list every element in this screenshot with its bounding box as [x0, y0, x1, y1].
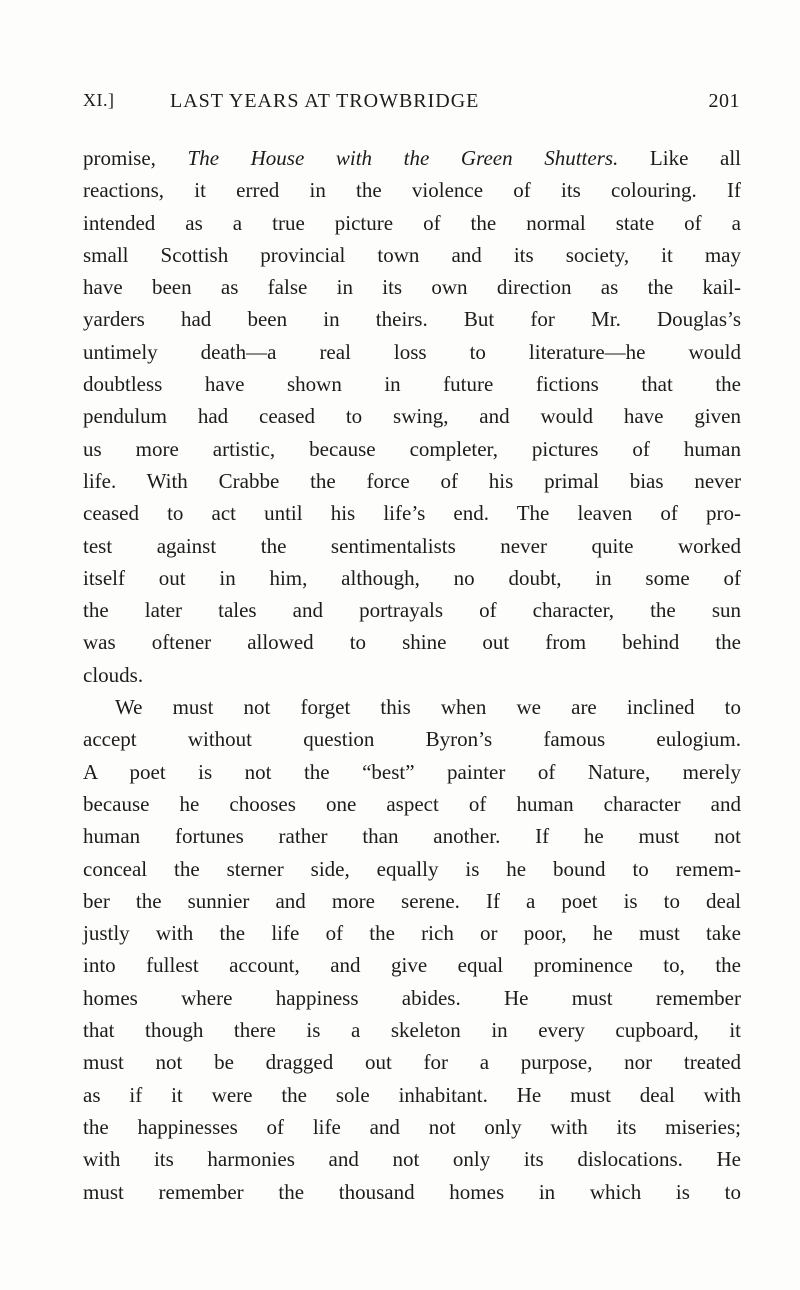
text-line: must remember the thousand homes in which is to — [83, 1179, 741, 1204]
text-line: pendulum had ceased to swing, and would have given — [83, 404, 741, 429]
text-line: yarders had been in theirs. But for Mr. Douglas’s — [83, 307, 741, 332]
text-line: itself out in him, although, no doubt, in some of — [83, 565, 741, 590]
book-title-italic: The House with the Green Shutters. — [187, 146, 619, 170]
body-text — [83, 142, 741, 1208]
text-line: promise, The House with the Green Shutters. Like all — [83, 146, 741, 170]
text-line: conceal the sterner side, equally is he bound to remem- — [83, 856, 741, 881]
text-line: ceased to act until his life’s end. The leaven of pro- — [83, 501, 741, 526]
text-line: intended as a true picture of the normal state of a — [83, 210, 741, 235]
text-line: the later tales and portrayals of character, the sun — [83, 598, 741, 623]
text-line: the happinesses of life and not only with its miseries; — [83, 1114, 741, 1139]
text-line: We must not forget this when we are inclined to — [115, 695, 741, 720]
text-line: us more artistic, because completer, pictures of human — [83, 436, 741, 461]
text-line: doubtless have shown in future fictions that the — [83, 372, 741, 397]
page-number: 201 — [708, 90, 740, 112]
text-line: A poet is not the “best” painter of Nature, merely — [83, 759, 741, 784]
running-title: LAST YEARS AT TROWBRIDGE — [170, 90, 480, 112]
text-line: with its harmonies and not only its dislocations. He — [83, 1147, 741, 1172]
running-head — [45, 90, 740, 120]
text-line: clouds. — [83, 662, 144, 687]
text-line: because he chooses one aspect of human character and — [83, 791, 741, 816]
text-line: untimely death—a real loss to literature—he would — [83, 339, 741, 364]
chapter-marker: XI.] — [83, 90, 115, 110]
text-line: have been as false in its own direction as the kail- — [83, 275, 741, 300]
text-line: life. With Crabbe the force of his primal bias never — [83, 468, 741, 493]
text-line: human fortunes rather than another. If he must not — [83, 824, 741, 849]
text-line: must not be dragged out for a purpose, nor treated — [83, 1050, 741, 1075]
text-line: accept without question Byron’s famous eulogium. — [83, 727, 741, 752]
text-line: justly with the life of the rich or poor, he must take — [83, 921, 741, 946]
text-line: test against the sentimentalists never quite worked — [83, 533, 741, 558]
text-line: was oftener allowed to shine out from behind the — [83, 630, 741, 655]
text-line: reactions, it erred in the violence of its colouring. If — [83, 178, 741, 203]
text-line: into fullest account, and give equal prominence to, the — [83, 953, 741, 978]
text-line: as if it were the sole inhabitant. He must deal with — [83, 1082, 741, 1107]
text-line: small Scottish provincial town and its society, it may — [83, 242, 741, 267]
text-line: homes where happiness abides. He must remember — [83, 985, 741, 1010]
text-line: that though there is a skeleton in every cupboard, it — [83, 1018, 741, 1043]
text-line: ber the sunnier and more serene. If a poet is to deal — [83, 888, 741, 913]
